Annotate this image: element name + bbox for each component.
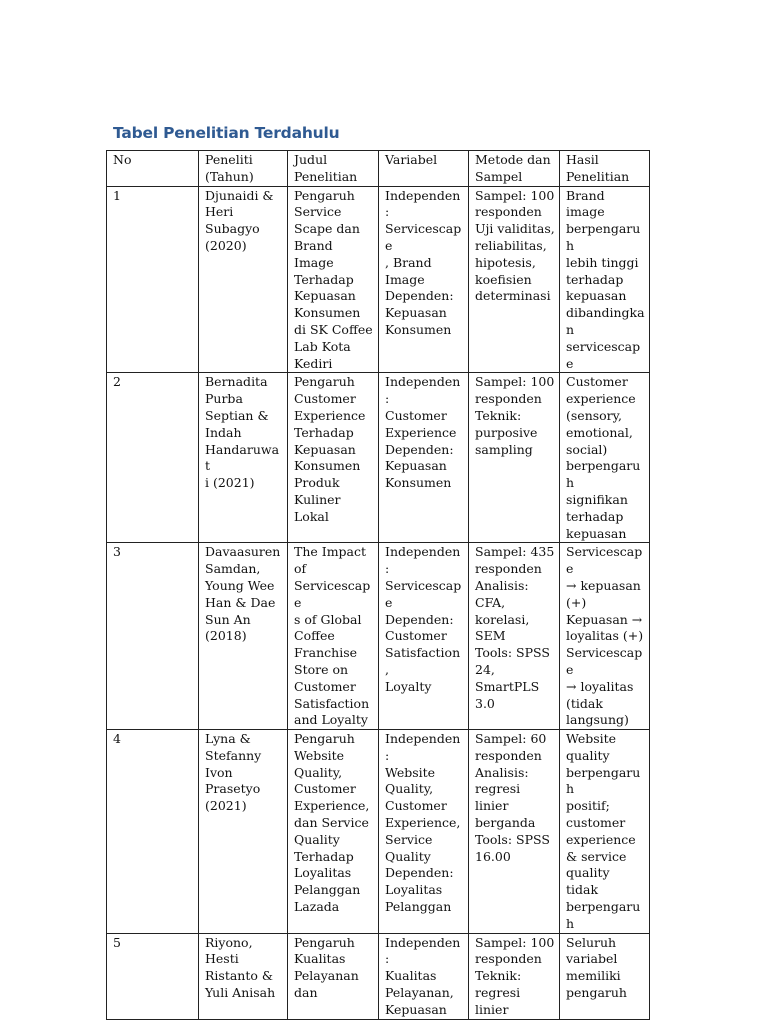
header-judul: Judul Penelitian: [288, 151, 379, 187]
cell-peneliti: Davaasuren Samdan, Young Wee Han & Dae Sun An (2018): [199, 543, 288, 730]
cell-peneliti: Bernadita Purba Septian & Indah Handaruwat i (2021): [199, 373, 288, 543]
cell-hasil: Seluruh variabel memiliki pengaruh: [560, 933, 650, 1019]
header-variabel: Variabel: [379, 151, 469, 187]
cell-no: 5: [107, 933, 199, 1019]
cell-no: 3: [107, 543, 199, 730]
research-table: [106, 150, 650, 1020]
table-header-row: [107, 151, 650, 187]
table-row: [107, 933, 650, 1019]
header-peneliti: Peneliti (Tahun): [199, 151, 288, 187]
cell-variabel: Independen: Customer Experience Dependen: Kepuasan Konsumen: [379, 373, 469, 543]
header-hasil: Hasil Penelitian: [560, 151, 650, 187]
header-metode: Metode dan Sampel: [469, 151, 560, 187]
cell-variabel: Independen: Servicescape , Brand Image Dependen: Kepuasan Konsumen: [379, 186, 469, 373]
cell-peneliti: Djunaidi & Heri Subagyo (2020): [199, 186, 288, 373]
table-row: [107, 373, 650, 543]
cell-judul: Pengaruh Website Quality, Customer Experience, dan Service Quality Terhadap Loyalitas Pelanggan Lazada: [288, 730, 379, 934]
cell-metode: Sampel: 100 responden Teknik: purposive sampling: [469, 373, 560, 543]
cell-variabel: Independen: Servicescape Dependen: Customer Satisfaction, Loyalty: [379, 543, 469, 730]
table-row: [107, 543, 650, 730]
cell-variabel: Independen: Website Quality, Customer Experience, Service Quality Dependen: Loyalitas Pelanggan: [379, 730, 469, 934]
cell-peneliti: Lyna & Stefanny Ivon Prasetyo (2021): [199, 730, 288, 934]
cell-variabel: Independen: Kualitas Pelayanan, Kepuasan: [379, 933, 469, 1019]
cell-peneliti: Riyono, Hesti Ristanto & Yuli Anisah: [199, 933, 288, 1019]
cell-no: 1: [107, 186, 199, 373]
cell-judul: The Impact of Servicescape s of Global Coffee Franchise Store on Customer Satisfaction and Loyalty: [288, 543, 379, 730]
page-title: Tabel Penelitian Terdahulu: [113, 124, 340, 142]
cell-hasil: Servicescape → kepuasan (+) Kepuasan → loyalitas (+) Servicescape → loyalitas (tidak langsung): [560, 543, 650, 730]
table-row: [107, 186, 650, 373]
cell-no: 2: [107, 373, 199, 543]
cell-metode: Sampel: 100 responden Uji validitas, reliabilitas, hipotesis, koefisien determinasi: [469, 186, 560, 373]
cell-judul: Pengaruh Customer Experience Terhadap Kepuasan Konsumen Produk Kuliner Lokal: [288, 373, 379, 543]
cell-hasil: Brand image berpengaruh lebih tinggi terhadap kepuasan dibandingka n servicescape: [560, 186, 650, 373]
cell-metode: Sampel: 435 responden Analisis: CFA, korelasi, SEM Tools: SPSS 24, SmartPLS 3.0: [469, 543, 560, 730]
table-row: [107, 730, 650, 934]
cell-judul: Pengaruh Kualitas Pelayanan dan: [288, 933, 379, 1019]
cell-judul: Pengaruh Service Scape dan Brand Image Terhadap Kepuasan Konsumen di SK Coffee Lab Kota Kediri: [288, 186, 379, 373]
cell-metode: Sampel: 100 responden Teknik: regresi linier: [469, 933, 560, 1019]
cell-no: 4: [107, 730, 199, 934]
cell-hasil: Customer experience (sensory, emotional, social) berpengaruh signifikan terhadap kepuasan: [560, 373, 650, 543]
header-no: No: [107, 151, 199, 187]
cell-hasil: Website quality berpengaruh positif; customer experience & service quality tidak berpengaruh: [560, 730, 650, 934]
cell-metode: Sampel: 60 responden Analisis: regresi linier berganda Tools: SPSS 16.00: [469, 730, 560, 934]
